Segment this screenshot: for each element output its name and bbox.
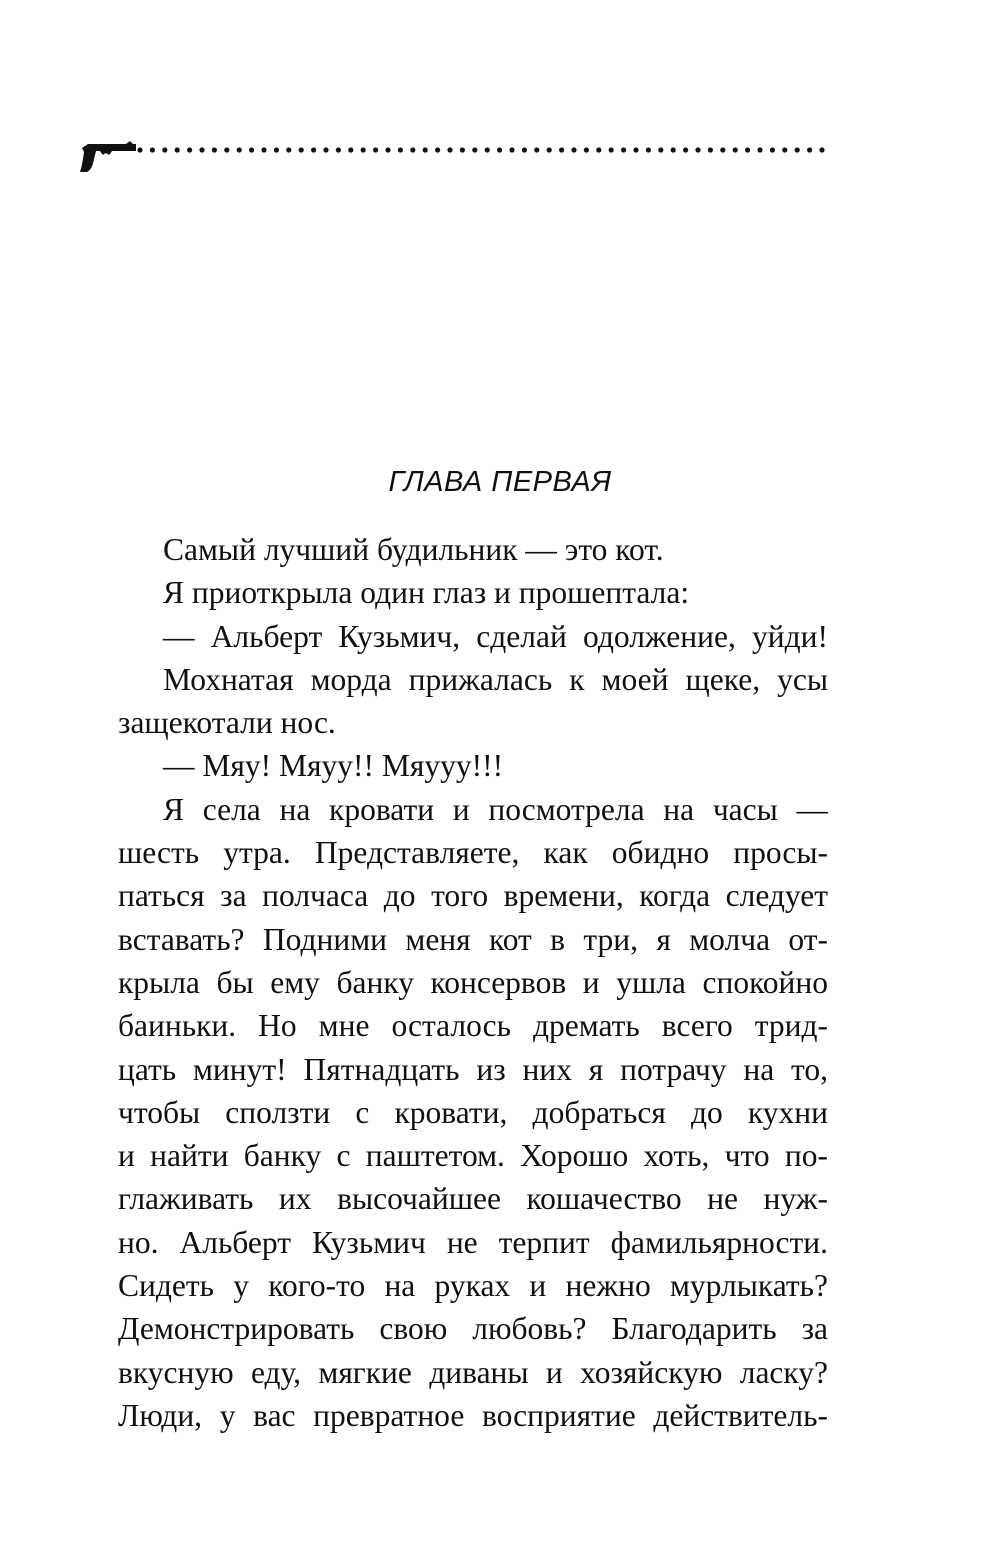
rule-dot	[497, 147, 502, 152]
rule-dot	[559, 147, 564, 152]
rule-dot	[671, 147, 676, 152]
rule-dot	[274, 147, 279, 152]
rule-dot	[646, 147, 651, 152]
text-line: Люди, у вас превратное восприятие действитель-	[118, 1397, 828, 1433]
text-line: паться за полчаса до того времени, когда следует	[118, 878, 828, 914]
text-line: вкусную еду, мягкие диваны и хозяйскую ласку?	[118, 1354, 828, 1390]
rule-dot	[187, 147, 192, 152]
text-line: — Мяу! Мяуу!! Мяууу!!!	[163, 748, 504, 784]
rule-dot	[807, 147, 812, 152]
text-line: Я приоткрыла один глаз и прошептала:	[163, 575, 690, 611]
rule-dot	[596, 147, 601, 152]
rule-dot	[311, 147, 316, 152]
rule-dot	[460, 147, 465, 152]
rule-dot	[571, 147, 576, 152]
revolver-icon	[80, 141, 136, 172]
text-line: Я села на кровати и посмотрела на часы —	[163, 791, 828, 827]
rule-dot	[447, 147, 452, 152]
rule-dot	[522, 147, 527, 152]
rule-dot	[336, 147, 341, 152]
rule-dot	[782, 147, 787, 152]
text-line: Мохнатая морда прижалась к моей щеке, усы	[163, 661, 828, 697]
rule-dot	[819, 147, 824, 152]
text-line: Демонстрировать свою любовь? Благодарить за	[118, 1311, 828, 1347]
rule-dot	[733, 147, 738, 152]
rule-dot	[658, 147, 663, 152]
rule-dot	[286, 147, 291, 152]
rule-dot	[745, 147, 750, 152]
text-line: баиньки. Но мне осталось дремать всего трид-	[118, 1008, 828, 1044]
rule-dot	[795, 147, 800, 152]
rule-dot	[162, 147, 167, 152]
rule-dot	[770, 147, 775, 152]
rule-dot	[547, 147, 552, 152]
rule-dot	[137, 147, 142, 152]
rule-dot	[261, 147, 266, 152]
text-line: чтобы сползти с кровати, добраться до кухни	[118, 1094, 828, 1130]
rule-dot	[398, 147, 403, 152]
rule-dot	[410, 147, 415, 152]
text-line: крыла бы ему банку консервов и ушла спокойно	[118, 964, 828, 1000]
rule-dot	[423, 147, 428, 152]
rule-dot	[224, 147, 229, 152]
rule-dot	[323, 147, 328, 152]
rule-dot	[584, 147, 589, 152]
rule-dot	[708, 147, 713, 152]
chapter-title: ГЛАВА ПЕРВАЯ	[388, 466, 612, 498]
rule-dot	[299, 147, 304, 152]
rule-dot	[720, 147, 725, 152]
text-line: но. Альберт Кузьмич не терпит фамильярности.	[118, 1224, 828, 1260]
rule-dot	[509, 147, 514, 152]
text-line: Сидеть у кого-то на руках и нежно мурлыкать?	[118, 1268, 828, 1304]
rule-dot	[534, 147, 539, 152]
text-line: Самый лучший будильник — это кот.	[163, 532, 664, 567]
rule-dot	[150, 147, 155, 152]
rule-dot	[695, 147, 700, 152]
text-line: глаживать их высочайшее кошачество не нуж-	[118, 1181, 828, 1217]
text-line: — Альберт Кузьмич, сделай одолжение, уйди!	[163, 618, 828, 654]
rule-dot	[237, 147, 242, 152]
rule-dot	[472, 147, 477, 152]
text-line: и найти банку с паштетом. Хорошо хоть, что по-	[118, 1138, 828, 1174]
text-line: шесть утра. Представляете, как обидно просы-	[118, 835, 828, 871]
rule-dot	[348, 147, 353, 152]
body-text	[118, 528, 828, 1437]
text-line: вставать? Подними меня кот в три, я молча от-	[118, 921, 828, 957]
text-line: защекотали нос.	[118, 705, 336, 741]
rule-dot	[249, 147, 254, 152]
rule-dot	[683, 147, 688, 152]
rule-dot	[199, 147, 204, 152]
header-ornament	[78, 132, 838, 174]
rule-dot	[621, 147, 626, 152]
rule-dot	[435, 147, 440, 152]
rule-dot	[633, 147, 638, 152]
rule-dot	[609, 147, 614, 152]
rule-dot	[212, 147, 217, 152]
rule-dot	[385, 147, 390, 152]
rule-dot	[175, 147, 180, 152]
rule-dot	[361, 147, 366, 152]
dotted-rule	[137, 147, 824, 152]
rule-dot	[757, 147, 762, 152]
rule-dot	[373, 147, 378, 152]
text-line: цать минут! Пятнадцать из них я потрачу на то,	[118, 1051, 828, 1087]
rule-dot	[485, 147, 490, 152]
